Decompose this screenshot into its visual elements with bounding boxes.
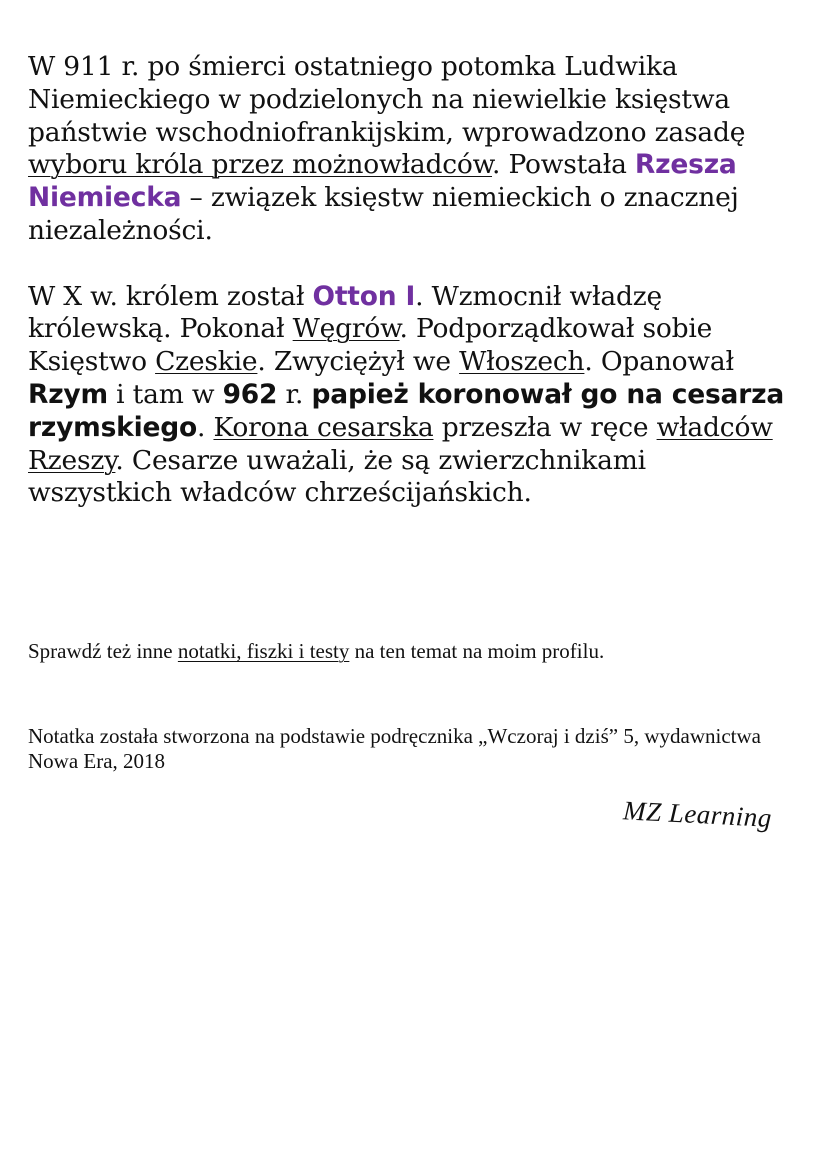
text-span: . Cesarze uważali, że są zwierzchnikami wszystkich władców chrześcijańskich. <box>28 444 646 509</box>
paragraph-rzesza <box>28 51 798 248</box>
text-span: przeszła w ręce <box>433 411 657 443</box>
note-body <box>28 51 798 510</box>
key-term-rzesza: Rzesza Niemiecka <box>28 149 737 214</box>
text-span: Sprawdź też inne <box>28 639 178 663</box>
text-span: . Opanował <box>584 346 734 378</box>
bold-phrase: Rzym <box>28 378 108 410</box>
text-span: r. <box>277 378 312 410</box>
source-note: Notatka została stworzona na podstawie podręcznika „Wczoraj i dziś” 5, wydawnictwa Nowa Era, 2018 <box>28 724 761 773</box>
text-span: – związek księstw niemieckich o znacznej niezależności. <box>28 182 739 246</box>
text-span: na ten temat na moim profilu. <box>349 639 605 663</box>
bold-phrase: papież koronował go na cesarza rzymskiego <box>28 378 785 443</box>
text-span: i tam w <box>107 378 223 410</box>
text-span: W X w. królem został <box>28 280 313 312</box>
text-span: . Wzmocnił władzę królewską. Pokonał <box>28 280 662 345</box>
profile-link[interactable]: notatki, fiszki i testy <box>177 639 350 663</box>
text-span: . Podporządkował sobie Księstwo <box>28 313 713 378</box>
underlined-phrase: Włoszech <box>459 346 585 378</box>
text-span: W 911 r. po śmierci ostatniego potomka Ludwika Niemieckiego w podzielonych na niewielkie księstwa państwie wschodniofrankijskim, wprowadzono zasadę <box>28 51 746 148</box>
key-term-otton: Otton I <box>312 280 416 312</box>
underlined-phrase: wyboru króla przez możnowładców <box>28 149 493 181</box>
text-span: . <box>197 411 214 443</box>
underlined-phrase: Korona cesarska <box>213 411 434 443</box>
underlined-phrase: Czeskie <box>155 346 258 378</box>
signature: MZ Learning <box>622 795 773 833</box>
underlined-phrase: władców Rzeszy <box>28 411 773 476</box>
text-span: . Zwyciężył we <box>257 346 460 378</box>
bold-year: 962 <box>222 378 278 410</box>
underlined-phrase: Węgrów <box>292 313 400 345</box>
text-span: . Powstała <box>492 149 635 181</box>
promo-line <box>28 639 798 664</box>
paragraph-otton <box>28 281 798 511</box>
